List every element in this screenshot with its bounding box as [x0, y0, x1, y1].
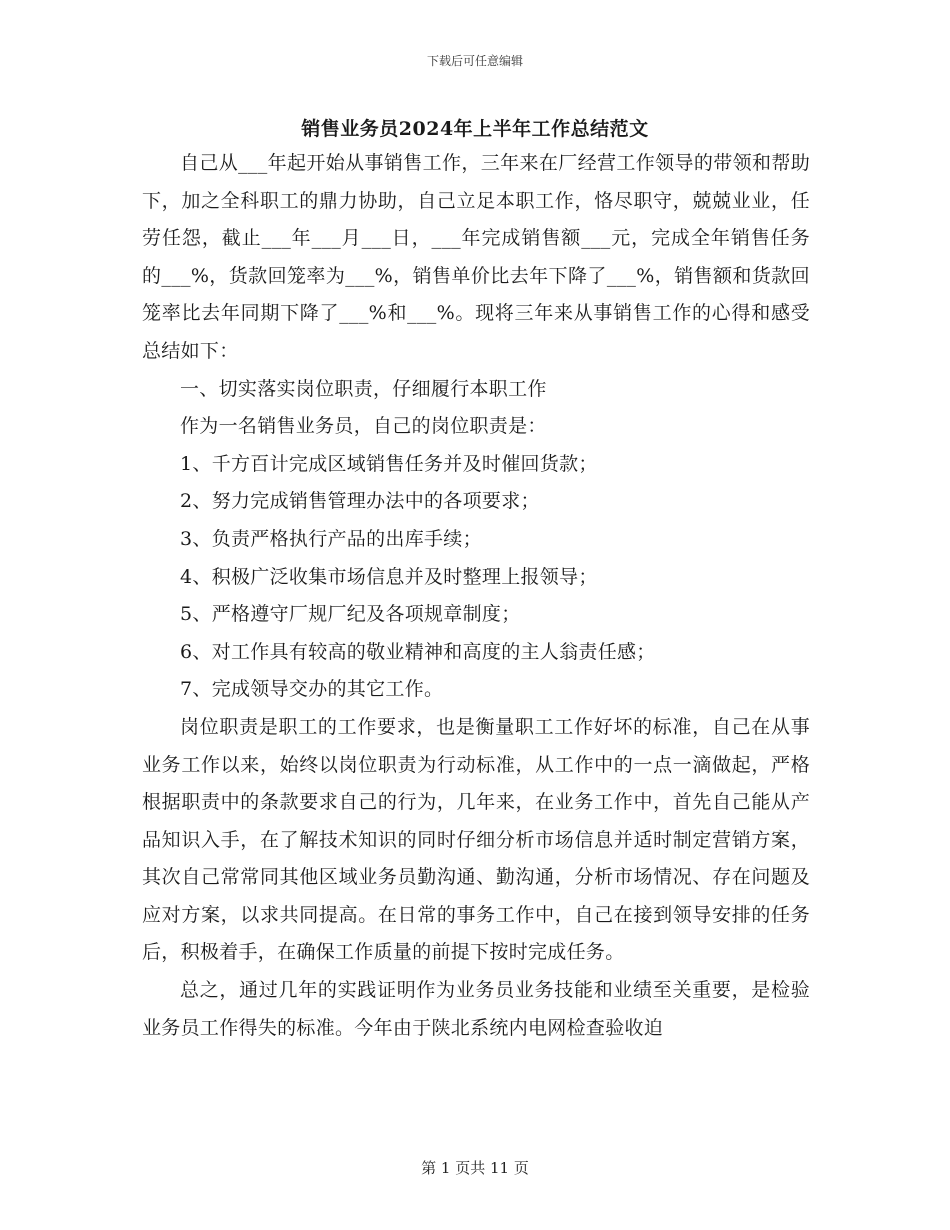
list-item: 1、千方百计完成区域销售任务并及时催回货款； [180, 452, 598, 475]
document-title: 销售业务员2024年上半年工作总结范文 [301, 118, 649, 140]
list-item: 2、努力完成销售管理办法中的各项要求； [180, 490, 540, 513]
section-heading: 一、切实落实岗位职责，仔细履行本职工作 [180, 377, 547, 400]
list-item: 4、积极广泛收集市场信息并及时整理上报领导； [180, 565, 598, 588]
list-item: 5、严格遵守厂规厂纪及各项规章制度； [180, 603, 521, 626]
paragraph-duty-intro: 作为一名销售业务员，自己的岗位职责是： [180, 415, 547, 438]
paragraph-conclusion: 总之，通过几年的实践证明作为业务员业务技能和业绩至关重要，是检验业务员工作得失的标准。今年由于陕北系统内电网检查验收迫 [142, 979, 810, 1039]
paragraph-duty-summary: 岗位职责是职工的工作要求，也是衡量职工工作好坏的标准，自己在从事业务工作以来，始终以岗位职责为行动标准，从工作中的一点一滴做起，严格根据职责中的条款要求自己的行为，几年来，在业务工作中，首先自己能从产品知识入手，在了解技术知识的同时仔细分析市场信息并适时制定营销方案，其次自己常常同其他区域业务员勤沟通、勤沟通，分析市场情况、存在问题及应对方案，以求共同提高。在日常的事务工作中，自己在接到领导安排的任务后，积极着手，在确保工作质量的前提下按时完成任务。 [142, 715, 810, 964]
list-item: 7、完成领导交办的其它工作。 [180, 678, 444, 701]
list-item: 6、对工作具有较高的敬业精神和高度的主人翁责任感； [180, 640, 656, 663]
list-item: 3、负责严格执行产品的出库手续； [180, 527, 482, 550]
page-number: 第 1 页共 11 页 [421, 1159, 529, 1177]
document-body [142, 145, 810, 1047]
header-note: 下载后可任意编辑 [426, 54, 523, 68]
paragraph-intro: 自己从___年起开始从事销售工作，三年来在厂经营工作领导的带领和帮助下，加之全科职工的鼎力协助，自己立足本职工作，恪尽职守，兢兢业业，任劳任怨，截止___年___月___日，___年完成销售额___元，完成全年销售任务的___%，货款回笼率为___%，销售单价比去年下降了___%，销售额和货款回笼率比去年同期下降了___%和___%。现将三年来从事销售工作的心得和感受总结如下： [142, 152, 810, 362]
